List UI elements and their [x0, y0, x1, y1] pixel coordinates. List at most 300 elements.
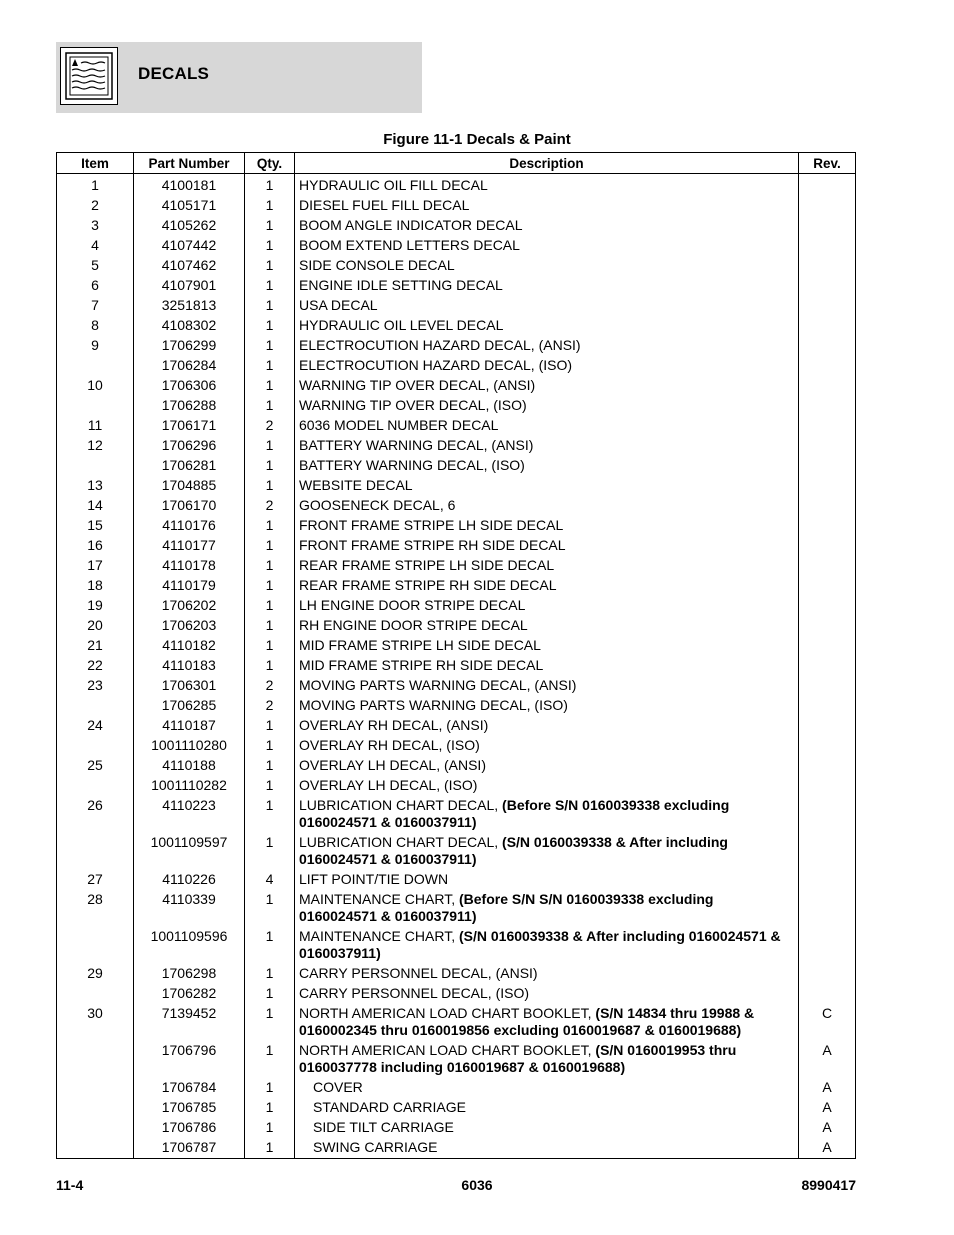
table-row [57, 335, 856, 355]
description-text: MAINTENANCE CHART, [299, 891, 459, 907]
rev-cell [799, 455, 856, 475]
section-header [56, 42, 422, 113]
item-cell: 18 [57, 575, 134, 595]
table-row [57, 655, 856, 675]
table-header-row [57, 153, 856, 174]
description-cell [295, 615, 799, 635]
qty-cell: 1 [245, 655, 295, 675]
table-row [57, 1137, 856, 1159]
description-text: SWING CARRIAGE [313, 1139, 438, 1155]
item-cell: 23 [57, 675, 134, 695]
description-cell [295, 675, 799, 695]
part-number-cell: 4110226 [134, 869, 245, 889]
description-text: OVERLAY RH DECAL, (ANSI) [299, 717, 489, 733]
part-number-cell: 1706282 [134, 983, 245, 1003]
item-cell [57, 983, 134, 1003]
qty-cell: 1 [245, 832, 295, 869]
description-cell [295, 775, 799, 795]
description-cell [295, 255, 799, 275]
description-cell [295, 235, 799, 255]
table-row [57, 963, 856, 983]
description-text: MOVING PARTS WARNING DECAL, (ANSI) [299, 677, 577, 693]
part-number-cell: 4107442 [134, 235, 245, 255]
part-number-cell: 4110182 [134, 635, 245, 655]
item-cell: 12 [57, 435, 134, 455]
footer-page-number: 11-4 [56, 1177, 84, 1193]
column-header-qty: Qty. [245, 153, 295, 174]
rev-cell [799, 983, 856, 1003]
rev-cell [799, 395, 856, 415]
description-cell [295, 275, 799, 295]
table-row [57, 695, 856, 715]
item-cell: 13 [57, 475, 134, 495]
description-text: REAR FRAME STRIPE RH SIDE DECAL [299, 577, 557, 593]
table-row [57, 515, 856, 535]
description-text: COVER [313, 1079, 363, 1095]
description-cell [295, 926, 799, 963]
table-row [57, 555, 856, 575]
part-number-cell: 4105171 [134, 195, 245, 215]
table-row [57, 1077, 856, 1097]
table-row [57, 174, 856, 196]
table-row [57, 615, 856, 635]
part-number-cell: 1706301 [134, 675, 245, 695]
description-text: WEBSITE DECAL [299, 477, 413, 493]
description-cell [295, 475, 799, 495]
description-cell [295, 1077, 799, 1097]
description-text: ENGINE IDLE SETTING DECAL [299, 277, 503, 293]
rev-cell [799, 615, 856, 635]
part-number-cell: 1706298 [134, 963, 245, 983]
part-number-cell: 1706170 [134, 495, 245, 515]
qty-cell: 1 [245, 535, 295, 555]
description-cell [295, 555, 799, 575]
table-row [57, 215, 856, 235]
rev-cell [799, 655, 856, 675]
description-text: RH ENGINE DOOR STRIPE DECAL [299, 617, 528, 633]
rev-cell [799, 495, 856, 515]
qty-cell: 1 [245, 255, 295, 275]
part-number-cell: 1706296 [134, 435, 245, 455]
qty-cell: 4 [245, 869, 295, 889]
item-cell [57, 455, 134, 475]
part-number-cell: 1001109596 [134, 926, 245, 963]
description-cell [295, 635, 799, 655]
description-text: BOOM ANGLE INDICATOR DECAL [299, 217, 523, 233]
part-number-cell: 1706202 [134, 595, 245, 615]
item-cell: 28 [57, 889, 134, 926]
item-cell: 17 [57, 555, 134, 575]
qty-cell: 1 [245, 1040, 295, 1077]
item-cell: 30 [57, 1003, 134, 1040]
table-row [57, 715, 856, 735]
qty-cell: 1 [245, 275, 295, 295]
part-number-cell: 1706786 [134, 1117, 245, 1137]
description-text: HYDRAULIC OIL LEVEL DECAL [299, 317, 504, 333]
table-row [57, 575, 856, 595]
table-row [57, 1097, 856, 1117]
description-text: LUBRICATION CHART DECAL, [299, 797, 503, 813]
part-number-cell: 1001110280 [134, 735, 245, 755]
part-number-cell: 1704885 [134, 475, 245, 495]
description-text: MOVING PARTS WARNING DECAL, (ISO) [299, 697, 568, 713]
qty-cell: 1 [245, 795, 295, 832]
rev-cell [799, 515, 856, 535]
description-cell [295, 535, 799, 555]
serial-note: (Before S/N S/N 0160039338 excluding 0160024571 & 0160037911) [299, 891, 714, 924]
table-row [57, 735, 856, 755]
qty-cell: 1 [245, 475, 295, 495]
qty-cell: 2 [245, 695, 295, 715]
part-number-cell: 3251813 [134, 295, 245, 315]
rev-cell: A [799, 1040, 856, 1077]
rev-cell [799, 675, 856, 695]
serial-note: (S/N 14834 thru 19988 & 0160002345 thru 0160019856 excluding 0160019687 & 0160019688) [299, 1005, 755, 1038]
table-row [57, 869, 856, 889]
qty-cell: 1 [245, 335, 295, 355]
item-cell: 15 [57, 515, 134, 535]
part-number-cell: 1706787 [134, 1137, 245, 1159]
table-row [57, 395, 856, 415]
item-cell: 5 [57, 255, 134, 275]
description-text: SIDE CONSOLE DECAL [299, 257, 455, 273]
description-text: OVERLAY RH DECAL, (ISO) [299, 737, 480, 753]
qty-cell: 1 [245, 215, 295, 235]
description-cell [295, 375, 799, 395]
item-cell: 2 [57, 195, 134, 215]
document-waves-icon [60, 47, 118, 105]
part-number-cell: 1706284 [134, 355, 245, 375]
part-number-cell: 4110177 [134, 535, 245, 555]
item-cell [57, 1137, 134, 1159]
qty-cell: 2 [245, 675, 295, 695]
table-row [57, 195, 856, 215]
item-cell: 22 [57, 655, 134, 675]
item-cell: 3 [57, 215, 134, 235]
description-cell [295, 435, 799, 455]
description-cell [295, 715, 799, 735]
table-row [57, 235, 856, 255]
description-text: FRONT FRAME STRIPE RH SIDE DECAL [299, 537, 566, 553]
table-row [57, 375, 856, 395]
description-cell [295, 695, 799, 715]
description-cell [295, 355, 799, 375]
description-text: CARRY PERSONNEL DECAL, (ANSI) [299, 965, 538, 981]
table-row [57, 255, 856, 275]
part-number-cell: 4108302 [134, 315, 245, 335]
rev-cell [799, 275, 856, 295]
description-text: LIFT POINT/TIE DOWN [299, 871, 449, 887]
footer-doc-number: 8990417 [801, 1177, 856, 1193]
description-text: MID FRAME STRIPE LH SIDE DECAL [299, 637, 541, 653]
footer-model: 6036 [461, 1177, 493, 1193]
part-number-cell: 4100181 [134, 174, 245, 196]
description-text: OVERLAY LH DECAL, (ANSI) [299, 757, 486, 773]
rev-cell [799, 174, 856, 196]
rev-cell [799, 832, 856, 869]
description-cell [295, 1003, 799, 1040]
description-text: MID FRAME STRIPE RH SIDE DECAL [299, 657, 544, 673]
table-row [57, 675, 856, 695]
serial-note: (S/N 0160039338 & After including 0160024571 & 0160037911) [299, 928, 781, 961]
rev-cell [799, 295, 856, 315]
qty-cell: 1 [245, 435, 295, 455]
description-cell [295, 983, 799, 1003]
description-text: NORTH AMERICAN LOAD CHART BOOKLET, [299, 1005, 596, 1021]
item-cell: 16 [57, 535, 134, 555]
description-text: 6036 MODEL NUMBER DECAL [299, 417, 499, 433]
description-text: MAINTENANCE CHART, [299, 928, 459, 944]
table-row [57, 1040, 856, 1077]
description-cell [295, 215, 799, 235]
description-cell [295, 295, 799, 315]
qty-cell: 1 [245, 195, 295, 215]
item-cell [57, 775, 134, 795]
description-text: OVERLAY LH DECAL, (ISO) [299, 777, 478, 793]
description-cell [295, 195, 799, 215]
rev-cell [799, 535, 856, 555]
item-cell [57, 695, 134, 715]
part-number-cell: 4107462 [134, 255, 245, 275]
qty-cell: 1 [245, 455, 295, 475]
description-text: REAR FRAME STRIPE LH SIDE DECAL [299, 557, 555, 573]
qty-cell: 1 [245, 395, 295, 415]
description-text: LH ENGINE DOOR STRIPE DECAL [299, 597, 526, 613]
serial-note: (S/N 0160019953 thru 0160037778 including 0160019687 & 0160019688) [299, 1042, 737, 1075]
rev-cell: C [799, 1003, 856, 1040]
description-cell [295, 575, 799, 595]
item-cell [57, 1077, 134, 1097]
part-number-cell: 1706285 [134, 695, 245, 715]
part-number-cell: 1706203 [134, 615, 245, 635]
item-cell: 8 [57, 315, 134, 335]
table-row [57, 832, 856, 869]
part-number-cell: 1001110282 [134, 775, 245, 795]
part-number-cell: 1706785 [134, 1097, 245, 1117]
description-cell [295, 963, 799, 983]
qty-cell: 1 [245, 515, 295, 535]
part-number-cell: 1706299 [134, 335, 245, 355]
item-cell [57, 355, 134, 375]
rev-cell [799, 575, 856, 595]
description-text: CARRY PERSONNEL DECAL, (ISO) [299, 985, 530, 1001]
description-cell [295, 515, 799, 535]
column-header-description: Description [295, 153, 799, 174]
description-cell [295, 655, 799, 675]
qty-cell: 1 [245, 1097, 295, 1117]
item-cell: 21 [57, 635, 134, 655]
table-row [57, 475, 856, 495]
rev-cell [799, 595, 856, 615]
part-number-cell: 4110178 [134, 555, 245, 575]
description-text: USA DECAL [299, 297, 378, 313]
part-number-cell: 4105262 [134, 215, 245, 235]
qty-cell: 1 [245, 1003, 295, 1040]
item-cell: 26 [57, 795, 134, 832]
qty-cell: 1 [245, 775, 295, 795]
qty-cell: 1 [245, 174, 295, 196]
description-cell [295, 1117, 799, 1137]
table-row [57, 295, 856, 315]
item-cell: 9 [57, 335, 134, 355]
part-number-cell: 1706784 [134, 1077, 245, 1097]
description-cell [295, 795, 799, 832]
serial-note: (Before S/N 0160039338 excluding 0160024571 & 0160037911) [299, 797, 730, 830]
part-number-cell: 1706306 [134, 375, 245, 395]
description-cell [295, 395, 799, 415]
item-cell [57, 735, 134, 755]
rev-cell [799, 435, 856, 455]
item-cell [57, 926, 134, 963]
description-text: SIDE TILT CARRIAGE [313, 1119, 454, 1135]
item-cell: 24 [57, 715, 134, 735]
column-header-item: Item [57, 153, 134, 174]
item-cell: 11 [57, 415, 134, 435]
table-row [57, 775, 856, 795]
qty-cell: 1 [245, 555, 295, 575]
qty-cell: 1 [245, 375, 295, 395]
rev-cell [799, 555, 856, 575]
description-cell [295, 595, 799, 615]
rev-cell: A [799, 1097, 856, 1117]
rev-cell [799, 635, 856, 655]
item-cell: 6 [57, 275, 134, 295]
qty-cell: 1 [245, 963, 295, 983]
item-cell [57, 1097, 134, 1117]
item-cell [57, 832, 134, 869]
rev-cell [799, 963, 856, 983]
rev-cell [799, 335, 856, 355]
rev-cell [799, 735, 856, 755]
rev-cell [799, 415, 856, 435]
qty-cell: 1 [245, 926, 295, 963]
part-number-cell: 4110176 [134, 515, 245, 535]
item-cell [57, 395, 134, 415]
description-text: ELECTROCUTION HAZARD DECAL, (ANSI) [299, 337, 581, 353]
part-number-cell: 4110187 [134, 715, 245, 735]
qty-cell: 1 [245, 575, 295, 595]
description-text: GOOSENECK DECAL, 6 [299, 497, 456, 513]
rev-cell [799, 755, 856, 775]
rev-cell [799, 195, 856, 215]
qty-cell: 1 [245, 983, 295, 1003]
description-cell [295, 1040, 799, 1077]
description-cell [295, 889, 799, 926]
qty-cell: 2 [245, 415, 295, 435]
part-number-cell: 1001109597 [134, 832, 245, 869]
description-text: NORTH AMERICAN LOAD CHART BOOKLET, [299, 1042, 596, 1058]
description-cell [295, 455, 799, 475]
table-row [57, 1117, 856, 1137]
rev-cell [799, 475, 856, 495]
part-number-cell: 4107901 [134, 275, 245, 295]
description-text: FRONT FRAME STRIPE LH SIDE DECAL [299, 517, 564, 533]
description-text: BATTERY WARNING DECAL, (ISO) [299, 457, 525, 473]
rev-cell: A [799, 1137, 856, 1159]
part-number-cell: 4110179 [134, 575, 245, 595]
item-cell: 29 [57, 963, 134, 983]
part-number-cell: 4110223 [134, 795, 245, 832]
description-cell [295, 869, 799, 889]
item-cell: 10 [57, 375, 134, 395]
description-text: BOOM EXTEND LETTERS DECAL [299, 237, 520, 253]
part-number-cell: 7139452 [134, 1003, 245, 1040]
table-row [57, 755, 856, 775]
item-cell: 1 [57, 174, 134, 196]
rev-cell [799, 215, 856, 235]
table-row [57, 635, 856, 655]
description-text: HYDRAULIC OIL FILL DECAL [299, 177, 488, 193]
part-number-cell: 1706796 [134, 1040, 245, 1077]
rev-cell [799, 315, 856, 335]
rev-cell [799, 795, 856, 832]
table-row [57, 275, 856, 295]
rev-cell [799, 695, 856, 715]
part-number-cell: 1706288 [134, 395, 245, 415]
figure-title: Figure 11-1 Decals & Paint [383, 131, 571, 148]
description-text: BATTERY WARNING DECAL, (ANSI) [299, 437, 534, 453]
rev-cell [799, 255, 856, 275]
table-row [57, 889, 856, 926]
description-cell [295, 1137, 799, 1159]
qty-cell: 1 [245, 1117, 295, 1137]
table-row [57, 495, 856, 515]
description-cell [295, 415, 799, 435]
description-text: WARNING TIP OVER DECAL, (ISO) [299, 397, 527, 413]
description-cell [295, 755, 799, 775]
item-cell: 14 [57, 495, 134, 515]
rev-cell [799, 375, 856, 395]
qty-cell: 1 [245, 315, 295, 335]
qty-cell: 1 [245, 295, 295, 315]
qty-cell: 1 [245, 355, 295, 375]
rev-cell [799, 355, 856, 375]
item-cell: 4 [57, 235, 134, 255]
rev-cell [799, 715, 856, 735]
rev-cell: A [799, 1077, 856, 1097]
rev-cell [799, 889, 856, 926]
rev-cell [799, 869, 856, 889]
table-row [57, 415, 856, 435]
table-row [57, 1003, 856, 1040]
description-cell [295, 832, 799, 869]
description-cell [295, 174, 799, 196]
item-cell: 19 [57, 595, 134, 615]
item-cell: 27 [57, 869, 134, 889]
item-cell: 20 [57, 615, 134, 635]
qty-cell: 1 [245, 755, 295, 775]
table-row [57, 535, 856, 555]
qty-cell: 1 [245, 615, 295, 635]
rev-cell [799, 775, 856, 795]
qty-cell: 1 [245, 235, 295, 255]
qty-cell: 1 [245, 735, 295, 755]
part-number-cell: 1706171 [134, 415, 245, 435]
part-number-cell: 4110183 [134, 655, 245, 675]
description-text: STANDARD CARRIAGE [313, 1099, 466, 1115]
description-text: WARNING TIP OVER DECAL, (ANSI) [299, 377, 536, 393]
table-row [57, 355, 856, 375]
description-cell [295, 335, 799, 355]
table-row [57, 455, 856, 475]
rev-cell: A [799, 1117, 856, 1137]
parts-table [56, 152, 856, 1159]
qty-cell: 1 [245, 715, 295, 735]
item-cell: 25 [57, 755, 134, 775]
qty-cell: 2 [245, 495, 295, 515]
item-cell [57, 1040, 134, 1077]
description-cell [295, 495, 799, 515]
